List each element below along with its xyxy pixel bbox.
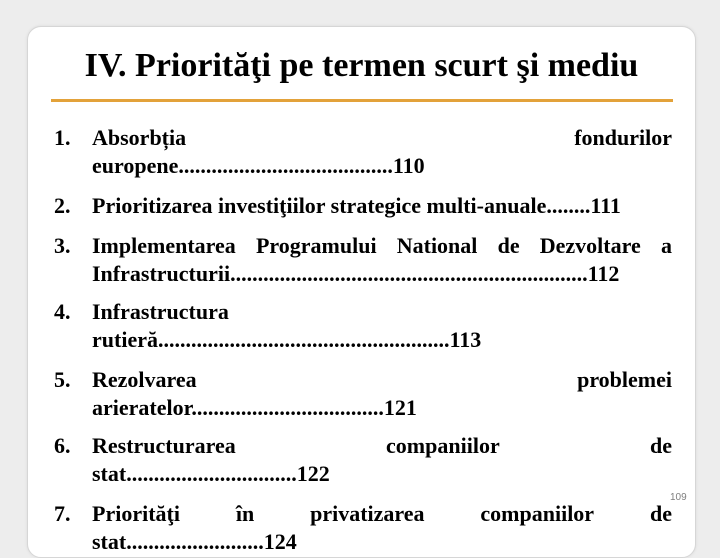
item-line xyxy=(92,232,672,260)
item-number: 3. xyxy=(54,233,71,258)
item-word: Implementarea xyxy=(92,233,236,258)
slide-title: IV. Priorităţi pe termen scurt şi mediu xyxy=(84,47,639,84)
item-word: National xyxy=(396,233,478,258)
item-line: Infrastructura xyxy=(92,299,229,324)
item-line: stat...............................122 xyxy=(92,461,330,486)
item-line: europene.......................................110 xyxy=(92,153,425,178)
item-line: rutieră.....................................................113 xyxy=(92,327,482,352)
item-line: Prioritizarea investiţiilor strategice multi-anuale........111 xyxy=(92,193,621,218)
item-number: 2. xyxy=(54,193,71,218)
item-word: Dezvoltare xyxy=(539,233,641,258)
item-line xyxy=(92,500,672,528)
item-word: de xyxy=(497,233,520,258)
item-word: companiilor xyxy=(386,433,500,458)
item-word: Absorbția xyxy=(92,125,187,150)
item-number: 5. xyxy=(54,367,71,392)
item-word: privatizarea xyxy=(310,501,425,526)
title-divider xyxy=(51,99,673,102)
item-line xyxy=(92,124,672,152)
item-line xyxy=(92,432,672,460)
item-line: stat.........................124 xyxy=(92,529,297,554)
item-word: în xyxy=(235,501,255,526)
item-word: Restructurarea xyxy=(92,433,236,458)
item-line xyxy=(92,366,672,394)
item-word: companiilor xyxy=(480,501,595,526)
page-number: 109 xyxy=(670,492,687,503)
item-word: de xyxy=(649,501,672,526)
item-word: fondurilor xyxy=(574,125,672,150)
item-number: 7. xyxy=(54,501,71,526)
item-word: de xyxy=(650,433,672,458)
item-line: arieratelor...................................121 xyxy=(92,395,417,420)
item-line: Infrastructurii.................................................................112 xyxy=(92,261,620,286)
item-word: Rezolvarea xyxy=(92,367,197,392)
slide xyxy=(27,26,696,558)
item-number: 4. xyxy=(54,299,71,324)
item-word: Programului xyxy=(255,233,377,258)
item-word: Priorităţi xyxy=(92,501,180,526)
item-word: a xyxy=(660,233,672,258)
item-word: problemei xyxy=(577,367,672,392)
item-number: 1. xyxy=(54,125,71,150)
item-number: 6. xyxy=(54,433,71,458)
